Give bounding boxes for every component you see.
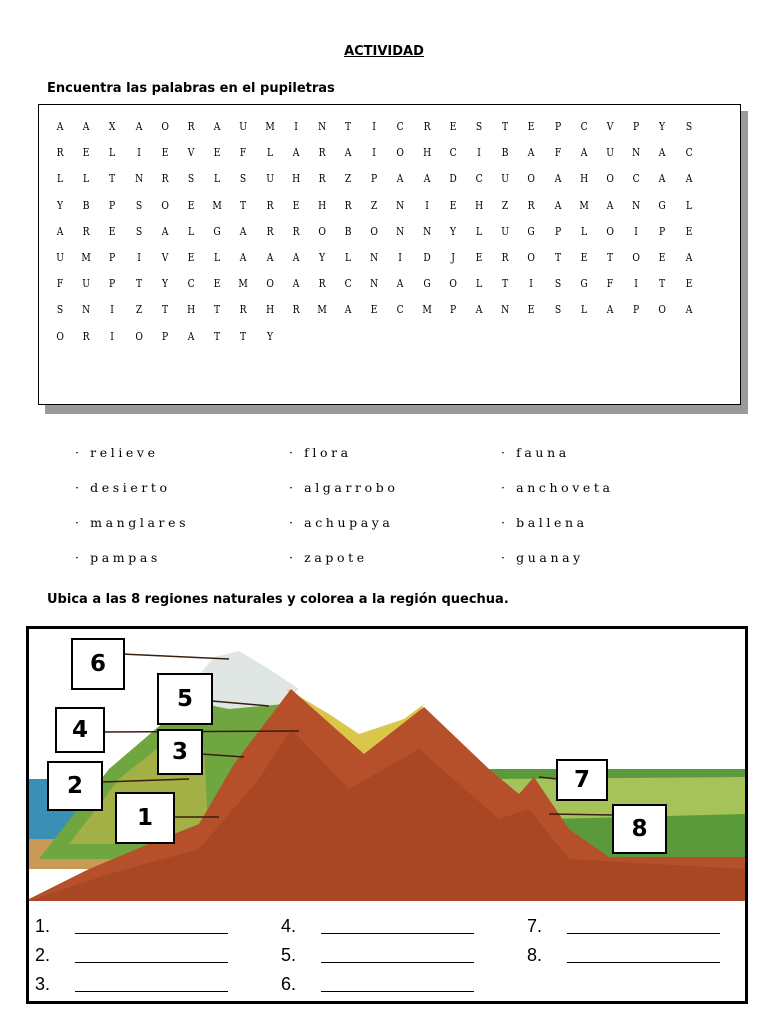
grid-letter: E — [528, 119, 535, 134]
grid-letter: N — [370, 250, 379, 265]
grid-letter: P — [633, 302, 640, 317]
grid-letter: E — [213, 145, 221, 160]
grid-letter: U — [606, 145, 614, 160]
grid-letter: R — [239, 302, 247, 317]
grid-letter: E — [187, 197, 195, 212]
grid-letter: A — [423, 171, 431, 186]
grid-letter: O — [449, 276, 457, 291]
answer-number: 2. — [35, 945, 51, 965]
answer-blank[interactable] — [321, 973, 474, 992]
grid-letter: I — [477, 145, 481, 160]
grid-letter: T — [214, 302, 221, 317]
answer-blank[interactable] — [321, 915, 474, 934]
grid-letter: I — [372, 145, 377, 160]
grid-letter: E — [685, 223, 692, 238]
grid-letter: P — [109, 197, 116, 212]
grid-letter: V — [187, 145, 195, 160]
grid-letter: T — [214, 328, 221, 343]
grid-letter: O — [396, 145, 405, 160]
grid-letter: R — [423, 119, 431, 134]
grid-letter: A — [580, 145, 588, 160]
grid-letter: I — [136, 145, 141, 160]
grid-letter: I — [293, 119, 298, 134]
grid-letter: S — [56, 302, 64, 317]
grid-letter: A — [292, 276, 300, 291]
grid-letter: T — [606, 250, 614, 265]
grid-letter: E — [685, 276, 692, 291]
grid-letter: P — [554, 223, 561, 238]
grid-letter: L — [266, 145, 273, 160]
region-label-3: 3 — [157, 729, 203, 775]
grid-letter: A — [292, 250, 300, 265]
answer-blank[interactable] — [567, 944, 720, 963]
answer-number: 7. — [527, 916, 543, 936]
region-label-4: 4 — [55, 707, 105, 753]
grid-letter: Y — [57, 197, 64, 212]
region-label-6: 6 — [71, 638, 125, 690]
grid-letter: R — [527, 197, 535, 212]
grid-letter: I — [110, 302, 115, 317]
grid-letter: R — [501, 250, 509, 265]
grid-letter: E — [528, 302, 535, 317]
word-item: · pampas — [75, 550, 161, 565]
grid-letter: E — [187, 250, 195, 265]
grid-letter: N — [422, 223, 431, 238]
grid-letter: N — [396, 223, 405, 238]
grid-letter: P — [109, 250, 116, 265]
grid-letter: R — [56, 145, 64, 160]
grid-letter: A — [659, 145, 666, 160]
grid-letter: X — [109, 119, 116, 134]
grid-letter: E — [370, 302, 378, 317]
grid-letter: P — [633, 119, 640, 134]
grid-letter: C — [632, 171, 640, 186]
grid-letter: R — [318, 171, 326, 186]
grid-letter: O — [134, 328, 143, 343]
grid-letter: Y — [161, 276, 168, 291]
grid-letter: P — [371, 171, 378, 186]
grid-letter: S — [187, 171, 195, 186]
grid-letter: I — [110, 328, 115, 343]
grid-letter: O — [527, 171, 536, 186]
grid-letter: A — [606, 302, 614, 317]
grid-letter: A — [135, 119, 142, 134]
grid-letter: V — [161, 250, 169, 265]
grid-letter: A — [685, 171, 692, 186]
grid-letter: G — [658, 197, 667, 212]
grid-letter: R — [344, 197, 352, 212]
grid-letter: I — [398, 250, 403, 265]
grid-letter: L — [214, 171, 221, 186]
word-item: · algarrobo — [289, 480, 399, 495]
grid-letter: F — [56, 276, 64, 291]
grid-letter: O — [632, 250, 640, 265]
grid-letter: R — [187, 119, 195, 134]
grid-letter: O — [265, 276, 274, 291]
wordsearch-instruction: Encuentra las palabras en el pupiletras — [47, 81, 335, 96]
grid-letter: E — [161, 145, 169, 160]
grid-letter: R — [318, 145, 326, 160]
grid-letter: A — [554, 171, 561, 186]
grid-letter: Z — [344, 171, 352, 186]
region-label-7: 7 — [556, 759, 608, 801]
grid-letter: P — [554, 119, 561, 134]
grid-letter: M — [422, 302, 432, 317]
word-item: · ballena — [501, 515, 588, 530]
grid-letter: T — [345, 119, 352, 134]
grid-letter: G — [213, 223, 221, 238]
grid-letter: F — [240, 145, 247, 160]
grid-letter: M — [317, 302, 327, 317]
grid-letter: S — [135, 223, 142, 238]
grid-letter: E — [449, 197, 457, 212]
grid-letter: G — [527, 223, 536, 238]
word-list — [75, 445, 695, 585]
grid-letter: P — [449, 302, 457, 317]
word-item: · zapote — [289, 550, 368, 565]
wordsearch-box — [38, 104, 741, 405]
grid-letter: S — [685, 119, 692, 134]
grid-letter: I — [136, 250, 141, 265]
answer-blank[interactable] — [567, 915, 720, 934]
grid-letter: N — [632, 145, 641, 160]
grid-letter: Y — [449, 223, 456, 238]
grid-letter: C — [449, 145, 457, 160]
grid-letter: C — [187, 276, 195, 291]
grid-letter: U — [56, 250, 64, 265]
grid-letter: F — [606, 276, 614, 291]
grid-letter: O — [56, 328, 64, 343]
region-label-8: 8 — [612, 804, 667, 854]
answer-row — [281, 937, 527, 966]
grid-letter: T — [659, 276, 666, 291]
grid-letter: N — [396, 197, 405, 212]
grid-letter: H — [317, 197, 326, 212]
grid-letter: B — [82, 197, 90, 212]
answer-blank[interactable] — [321, 944, 474, 963]
grid-letter: A — [240, 223, 247, 238]
grid-letter: A — [685, 302, 692, 317]
grid-letter: E — [109, 223, 116, 238]
grid-letter: A — [56, 119, 64, 134]
page-title: ACTIVIDAD — [344, 44, 424, 59]
grid-letter: S — [475, 119, 483, 134]
grid-letter: T — [502, 276, 509, 291]
grid-letter: H — [475, 197, 484, 212]
grid-letter: A — [82, 119, 90, 134]
grid-letter: A — [475, 302, 483, 317]
word-item: · relieve — [75, 445, 159, 460]
grid-letter: A — [56, 223, 64, 238]
answer-number: 4. — [281, 916, 297, 936]
grid-letter: G — [423, 276, 431, 291]
answer-number: 5. — [281, 945, 297, 965]
grid-letter: I — [634, 276, 639, 291]
grid-letter: L — [187, 223, 195, 238]
grid-letter: U — [239, 119, 248, 134]
grid-letter: S — [240, 171, 247, 186]
grid-letter: P — [161, 328, 168, 343]
word-item: · manglares — [75, 515, 190, 530]
grid-letter: H — [422, 145, 431, 160]
grid-letter: M — [212, 197, 222, 212]
grid-letter: F — [554, 145, 561, 160]
grid-letter: R — [292, 223, 300, 238]
grid-letter: L — [685, 197, 692, 212]
grid-letter: O — [161, 119, 169, 134]
region-label-2: 2 — [47, 761, 103, 811]
grid-letter: H — [579, 171, 588, 186]
grid-letter: H — [291, 171, 300, 186]
grid-letter: Y — [318, 250, 326, 265]
grid-letter: S — [554, 276, 561, 291]
grid-letter: T — [109, 171, 116, 186]
grid-letter: O — [370, 223, 379, 238]
grid-letter: C — [685, 145, 693, 160]
word-item: · achupaya — [289, 515, 394, 530]
grid-letter: I — [529, 276, 534, 291]
grid-letter: A — [292, 145, 300, 160]
grid-letter: C — [580, 119, 588, 134]
grid-letter: R — [82, 223, 90, 238]
grid-letter: L — [83, 171, 90, 186]
map-instruction: Ubica a las 8 regiones naturales y colorea a la región quechua. — [47, 592, 509, 607]
grid-letter: R — [266, 197, 274, 212]
answer-row — [527, 937, 737, 966]
answer-blank[interactable] — [75, 944, 228, 963]
grid-letter: M — [579, 197, 589, 212]
grid-letter: T — [240, 197, 247, 212]
answer-blank[interactable] — [75, 973, 228, 992]
grid-letter: D — [449, 171, 457, 186]
grid-letter: E — [213, 276, 221, 291]
grid-letter: L — [109, 145, 116, 160]
word-item: · desierto — [75, 480, 171, 495]
grid-letter: U — [265, 171, 274, 186]
answer-row — [35, 908, 281, 937]
grid-letter: A — [554, 197, 561, 212]
grid-letter: L — [580, 302, 587, 317]
grid-letter: A — [344, 145, 352, 160]
grid-letter: M — [264, 119, 275, 134]
grid-letter: C — [475, 171, 483, 186]
grid-letter: T — [502, 119, 509, 134]
grid-letter: N — [317, 119, 326, 134]
grid-letter: O — [527, 250, 536, 265]
grid-letter: R — [292, 302, 300, 317]
grid-letter: A — [659, 171, 666, 186]
grid-letter: N — [134, 171, 143, 186]
grid-letter: U — [82, 276, 91, 291]
grid-letter: M — [81, 250, 91, 265]
grid-letter: Z — [502, 197, 509, 212]
grid-letter: A — [528, 145, 535, 160]
grid-letter: E — [580, 250, 588, 265]
grid-letter: E — [659, 250, 666, 265]
answer-blank[interactable] — [75, 915, 228, 934]
grid-letter: R — [161, 171, 169, 186]
grid-letter: B — [344, 223, 352, 238]
answer-number: 6. — [281, 974, 297, 994]
word-item: · fauna — [501, 445, 570, 460]
grid-letter: B — [501, 145, 509, 160]
region-label-1: 1 — [115, 792, 175, 844]
grid-letter: P — [659, 223, 666, 238]
grid-letter: T — [135, 276, 142, 291]
word-item: · anchoveta — [501, 480, 614, 495]
grid-letter: O — [606, 223, 614, 238]
grid-letter: S — [554, 302, 561, 317]
region-label-5: 5 — [157, 673, 213, 725]
grid-letter: E — [475, 250, 483, 265]
grid-letter: M — [238, 276, 249, 291]
grid-letter: U — [501, 171, 510, 186]
word-item: · flora — [289, 445, 352, 460]
grid-letter: L — [476, 223, 483, 238]
grid-letter: O — [658, 302, 667, 317]
grid-letter: A — [161, 223, 169, 238]
grid-letter: A — [344, 302, 352, 317]
word-item: · guanay — [501, 550, 584, 565]
grid-letter: A — [266, 250, 273, 265]
answer-row — [35, 966, 281, 995]
grid-letter: N — [82, 302, 91, 317]
grid-letter: N — [632, 197, 641, 212]
grid-letter: A — [213, 119, 221, 134]
answer-number: 3. — [35, 974, 51, 994]
grid-letter: C — [344, 276, 352, 291]
grid-letter: C — [397, 119, 405, 134]
grid-letter: H — [265, 302, 274, 317]
grid-letter: G — [580, 276, 588, 291]
grid-letter: O — [606, 171, 614, 186]
answer-row — [281, 966, 527, 995]
grid-letter: A — [187, 328, 195, 343]
grid-letter: S — [135, 197, 142, 212]
grid-letter: T — [240, 328, 247, 343]
answer-row — [527, 908, 737, 937]
grid-letter: I — [634, 223, 639, 238]
grid-letter: C — [397, 302, 405, 317]
grid-letter: O — [318, 223, 326, 238]
grid-letter: A — [397, 171, 404, 186]
grid-letter: N — [370, 276, 379, 291]
grid-letter: L — [345, 250, 352, 265]
grid-letter: U — [501, 223, 510, 238]
grid-letter: O — [161, 197, 169, 212]
grid-letter: A — [240, 250, 247, 265]
grid-letter: H — [187, 302, 196, 317]
grid-letter: I — [372, 119, 377, 134]
grid-letter: N — [501, 302, 510, 317]
grid-letter: R — [82, 328, 90, 343]
grid-letter: L — [476, 276, 483, 291]
grid-letter: Z — [135, 302, 142, 317]
grid-letter: A — [685, 250, 692, 265]
grid-letter: A — [606, 197, 614, 212]
grid-letter: R — [318, 276, 326, 291]
grid-letter: Y — [266, 328, 273, 343]
grid-letter: V — [606, 119, 614, 134]
answer-number: 1. — [35, 916, 51, 936]
answer-row — [35, 937, 281, 966]
grid-letter: I — [424, 197, 429, 212]
grid-letter: L — [214, 250, 221, 265]
answer-lines — [35, 908, 745, 995]
grid-letter: Y — [659, 119, 666, 134]
grid-letter: E — [449, 119, 457, 134]
grid-letter: E — [292, 197, 300, 212]
grid-letter: E — [82, 145, 90, 160]
grid-letter: J — [451, 250, 455, 265]
grid-letter: T — [554, 250, 561, 265]
grid-letter: P — [109, 276, 116, 291]
answer-row — [281, 908, 527, 937]
grid-letter: A — [397, 276, 404, 291]
answer-number: 8. — [527, 945, 543, 965]
grid-letter: R — [266, 223, 274, 238]
wordsearch-grid — [47, 113, 702, 349]
grid-letter: Z — [371, 197, 378, 212]
regions-map — [26, 626, 748, 1004]
grid-letter: T — [161, 302, 168, 317]
grid-letter: D — [423, 250, 431, 265]
grid-letter: L — [57, 171, 64, 186]
grid-letter: L — [580, 223, 587, 238]
